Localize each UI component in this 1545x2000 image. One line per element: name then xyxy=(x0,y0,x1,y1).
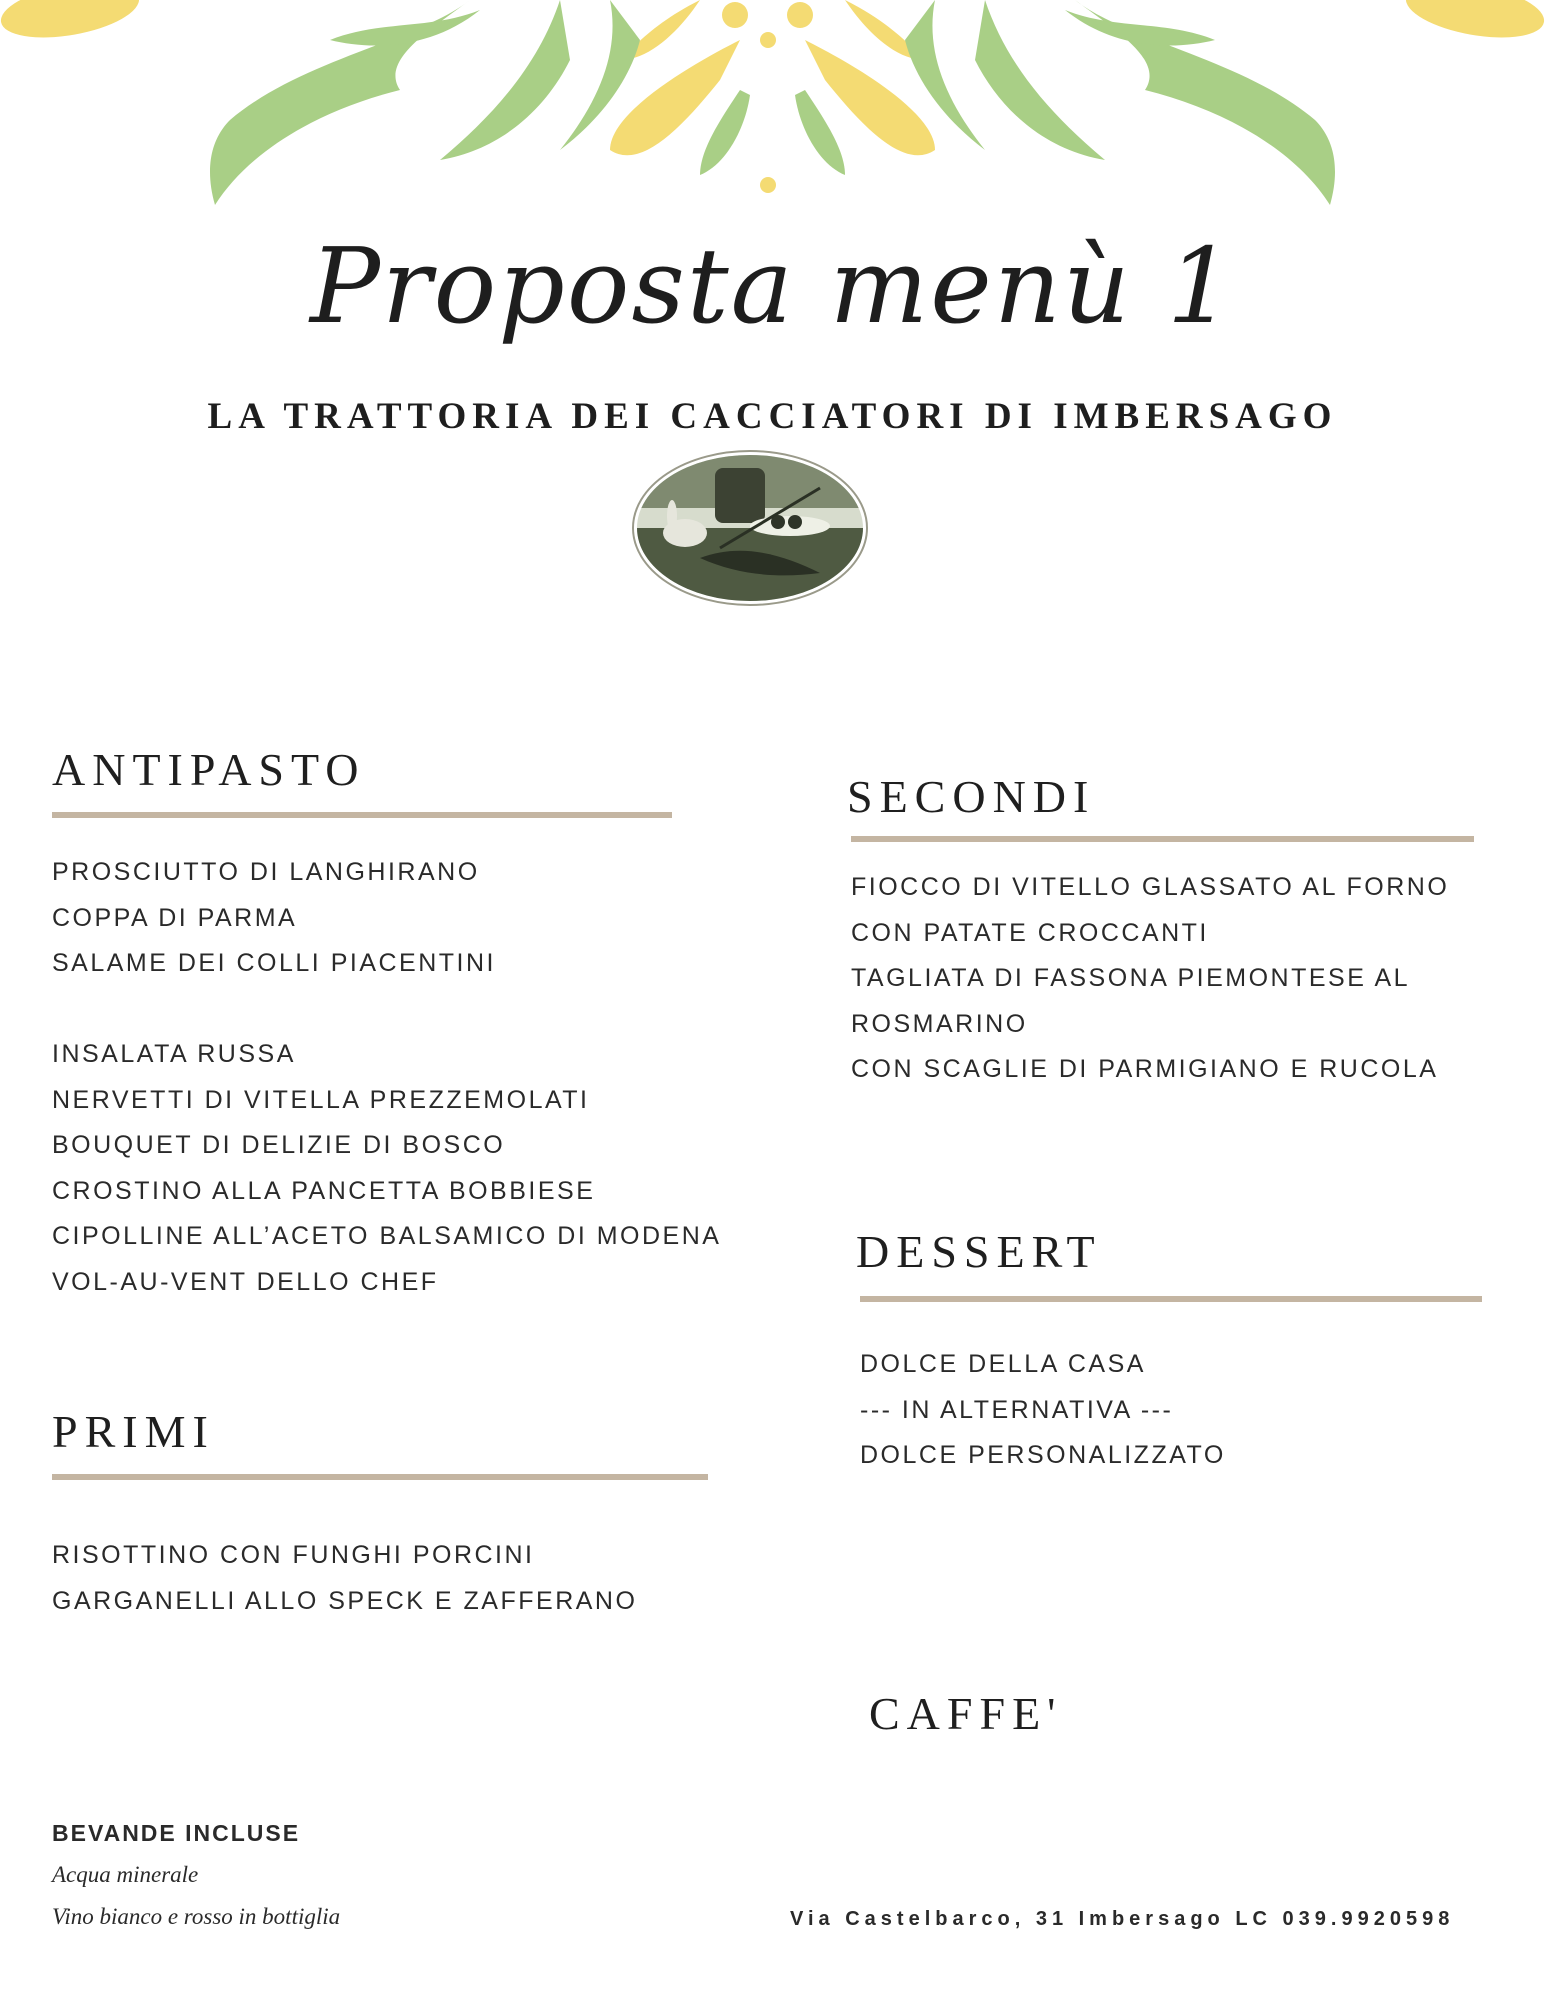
list-item: RISOTTINO CON FUNGHI PORCINI xyxy=(52,1541,535,1569)
beverage-item: Acqua minerale xyxy=(52,1862,199,1887)
list-item: INSALATA RUSSA xyxy=(52,1040,296,1068)
list-item: DOLCE DELLA CASA xyxy=(860,1350,1146,1378)
antipasto-heading: ANTIPASTO xyxy=(52,744,366,795)
secondi-list xyxy=(851,865,1449,1093)
antipasto-divider xyxy=(52,812,672,818)
restaurant-logo-icon xyxy=(630,448,870,608)
beverage-item: Vino bianco e rosso in bottiglia xyxy=(52,1904,341,1929)
list-item: ROSMARINO xyxy=(851,1009,1028,1038)
list-item: NERVETTI DI VITELLA PREZZEMOLATI xyxy=(52,1085,590,1114)
list-item: DOLCE PERSONALIZZATO xyxy=(860,1441,1226,1469)
list-item: CON SCAGLIE DI PARMIGIANO E RUCOLA xyxy=(851,1055,1439,1083)
list-item: CROSTINO ALLA PANCETTA BOBBIESE xyxy=(52,1176,596,1205)
list-item: TAGLIATA DI FASSONA PIEMONTESE AL xyxy=(851,964,1411,992)
list-item: BOUQUET DI DELIZIE DI BOSCO xyxy=(52,1131,506,1159)
list-item: CIPOLLINE ALL’ACETO BALSAMICO DI MODENA xyxy=(52,1222,722,1250)
page-title: Proposta menù 1 xyxy=(309,225,1236,347)
caffe-heading: CAFFE' xyxy=(869,1688,1063,1739)
list-item: CON PATATE CROCCANTI xyxy=(851,918,1209,947)
antipasto-list xyxy=(52,850,721,1305)
list-item: SALAME DEI COLLI PIACENTINI xyxy=(52,949,496,977)
floral-ornament-icon xyxy=(0,0,1545,210)
list-item: GARGANELLI ALLO SPECK E ZAFFERANO xyxy=(52,1586,638,1615)
primi-heading: PRIMI xyxy=(52,1406,215,1457)
list-item: COPPA DI PARMA xyxy=(52,903,298,932)
list-item: VOL-AU-VENT DELLO CHEF xyxy=(52,1267,439,1296)
dessert-list xyxy=(860,1342,1226,1479)
dessert-heading: DESSERT xyxy=(856,1226,1102,1277)
dessert-divider xyxy=(860,1296,1482,1302)
secondi-divider xyxy=(851,836,1474,842)
list-item: FIOCCO DI VITELLO GLASSATO AL FORNO xyxy=(851,873,1450,901)
primi-divider xyxy=(52,1474,708,1480)
list-item: --- IN ALTERNATIVA --- xyxy=(860,1395,1174,1424)
primi-list xyxy=(52,1533,637,1624)
beverages-heading: BEVANDE INCLUSE xyxy=(52,1820,301,1846)
restaurant-name: LA TRATTORIA DEI CACCIATORI DI IMBERSAGO xyxy=(207,396,1338,437)
secondi-heading: SECONDI xyxy=(847,771,1096,822)
list-item: PROSCIUTTO DI LANGHIRANO xyxy=(52,858,480,886)
contact-info: Via Castelbarco, 31 Imbersago LC 039.9920598 xyxy=(790,1908,1455,1930)
